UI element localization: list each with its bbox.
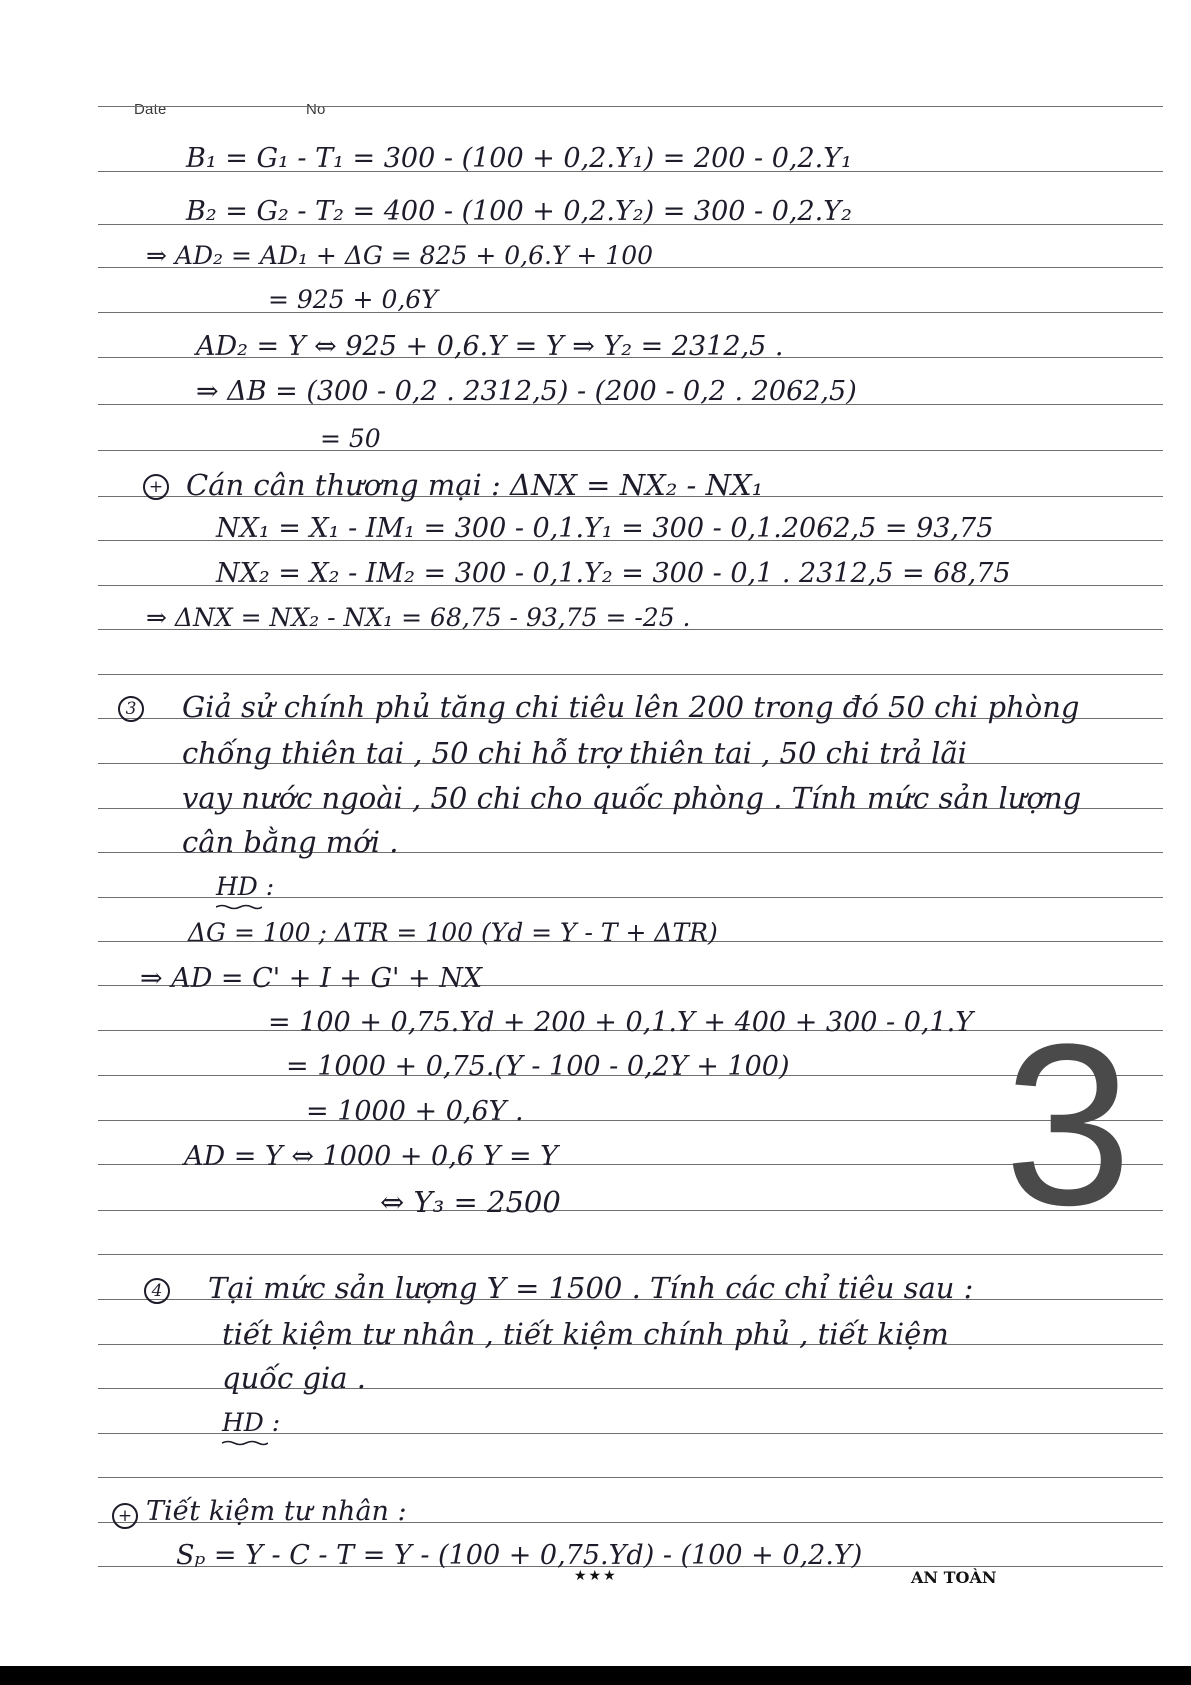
question-3-line-1: Giả sử chính phủ tăng chi tiêu lên 200 trong đó 50 chi phòng: [182, 690, 1080, 724]
footer-brand: AN TOÀN: [911, 1568, 997, 1587]
budget-change-line: ⇒ ΔB = (300 - 0,2 . 2312,5) - (200 - 0,2 . 2062,5): [196, 376, 857, 407]
private-saving-heading: Tiết kiệm tư nhân :: [146, 1496, 407, 1527]
number-label: No: [306, 101, 326, 118]
ruled-line: [98, 1254, 1163, 1255]
question-3-bullet: 3: [118, 696, 144, 722]
question-3-ad-result: = 1000 + 0,6Y .: [306, 1096, 524, 1127]
net-exports-change: ⇒ ΔNX = NX₂ - NX₁ = 68,75 - 93,75 = -25 .: [146, 603, 691, 632]
budget-change-result: = 50: [320, 424, 381, 453]
solution-underline-icon: [216, 904, 262, 910]
solution-label-1: HD :: [216, 872, 275, 901]
page-number: 3: [1004, 996, 1132, 1253]
bottom-bar: [0, 1666, 1191, 1685]
solution-underline-icon: [222, 1440, 268, 1446]
private-saving-bullet: +: [112, 1503, 138, 1529]
question-3-line-2: chống thiên tai , 50 chi hỗ trợ thiên tai , 50 chi trả lãi: [182, 736, 967, 770]
ruled-line: [98, 674, 1163, 675]
question-3-line-3: vay nước ngoài , 50 chi cho quốc phòng . Tính mức sản lượng: [182, 781, 1082, 815]
ruled-line: [98, 450, 1163, 451]
budget-balance-line-2: B₂ = G₂ - T₂ = 400 - (100 + 0,2.Y₂) = 300 - 0,2.Y₂: [186, 196, 852, 227]
question-3-line-4: cân bằng mới .: [182, 825, 399, 859]
question-4-bullet: 4: [144, 1278, 170, 1304]
question-3-answer: ⇔ Y₃ = 2500: [380, 1185, 561, 1219]
question-4-line-1: Tại mức sản lượng Y = 1500 . Tính các chỉ tiêu sau :: [208, 1271, 974, 1305]
private-saving-formula: Sₚ = Y - C - T = Y - (100 + 0,75.Yd) - (100 + 0,2.Y): [176, 1540, 863, 1571]
equilibrium-output-line: AD₂ = Y ⇔ 925 + 0,6.Y = Y ⇒ Y₂ = 2312,5 .: [196, 331, 784, 362]
question-3-equation: AD = Y ⇔ 1000 + 0,6 Y = Y: [184, 1141, 559, 1172]
solution-label-2: HD :: [222, 1408, 281, 1437]
date-label: Date: [134, 101, 167, 118]
ruled-line: [98, 106, 1163, 107]
trade-balance-heading: Cán cân thương mại : ΔNX = NX₂ - NX₁: [186, 468, 764, 502]
question-3-ad-simplified: = 1000 + 0,75.(Y - 100 - 0,2Y + 100): [286, 1051, 790, 1082]
aggregate-demand-line: ⇒ AD₂ = AD₁ + ΔG = 825 + 0,6.Y + 100: [146, 241, 654, 270]
trade-balance-bullet: +: [143, 474, 169, 500]
ruled-line: [98, 312, 1163, 313]
question-4-line-2: tiết kiệm tư nhân , tiết kiệm chính phủ , tiết kiệm: [222, 1317, 949, 1351]
question-3-given: ΔG = 100 ; ΔTR = 100 (Yd = Y - T + ΔTR): [188, 918, 718, 947]
aggregate-demand-result: = 925 + 0,6Y: [268, 285, 438, 314]
question-4-line-3: quốc gia .: [222, 1361, 367, 1395]
ruled-line: [98, 1477, 1163, 1478]
question-3-ad: ⇒ AD = C' + I + G' + NX: [140, 963, 483, 994]
net-exports-1: NX₁ = X₁ - IM₁ = 300 - 0,1.Y₁ = 300 - 0,1.2062,5 = 93,75: [216, 513, 994, 544]
question-3-ad-expanded: = 100 + 0,75.Yd + 200 + 0,1.Y + 400 + 300 - 0,1.Y: [268, 1007, 974, 1038]
net-exports-2: NX₂ = X₂ - IM₂ = 300 - 0,1.Y₂ = 300 - 0,1 . 2312,5 = 68,75: [216, 558, 1011, 589]
footer-stars: ★★★: [574, 1568, 618, 1584]
budget-balance-line-1: B₁ = G₁ - T₁ = 300 - (100 + 0,2.Y₁) = 200 - 0,2.Y₁: [186, 143, 852, 174]
